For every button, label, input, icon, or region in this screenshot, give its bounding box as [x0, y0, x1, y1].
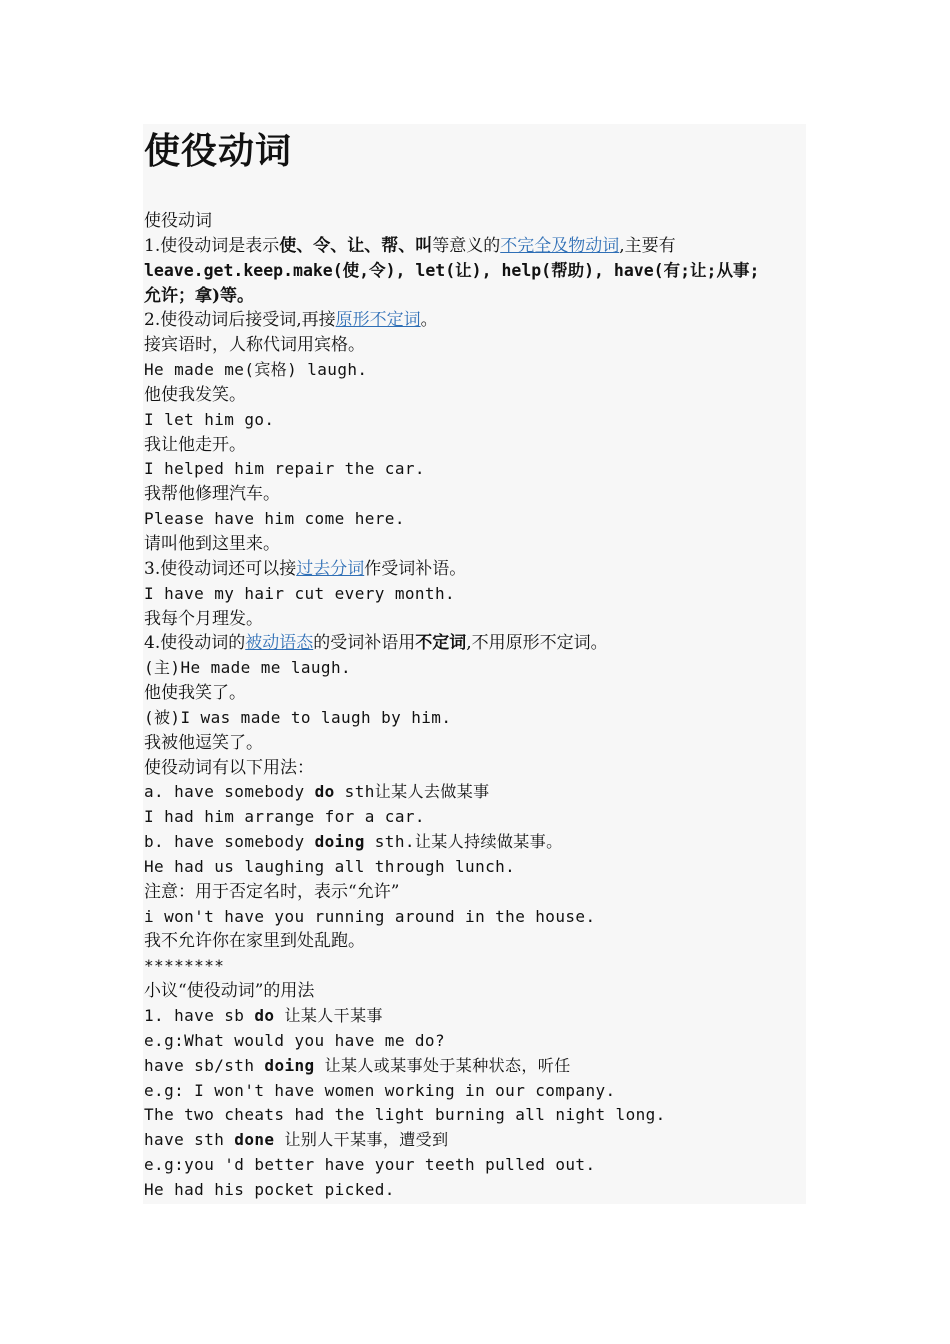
- bold-text: doing: [314, 832, 365, 852]
- usage-2: [144, 1054, 806, 1079]
- object-note: 接宾语时，人称代词用宾格。: [144, 335, 365, 356]
- page-title: 使役动词: [144, 131, 293, 172]
- point-1-verbs: leave.get.keep.make(使,令), let(让), help(帮助), have(有;让;从事;: [144, 260, 760, 280]
- section-heading: 小议“使役动词”的用法: [144, 981, 315, 1002]
- link-incomplete-transitive-verb[interactable]: 不完全及物动词: [500, 235, 620, 256]
- example-translation: 我被他逗笑了。: [144, 732, 263, 753]
- example-translation: 他使我笑了。: [144, 683, 246, 704]
- text: 让某人或某事处于某种状态，听任: [314, 1055, 571, 1075]
- example-translation: 我让他走开。: [144, 434, 246, 455]
- text: 等意义的: [432, 235, 501, 256]
- text: 作受词补语。: [364, 558, 467, 579]
- bold-text: 不定词: [415, 633, 467, 654]
- text: have sth: [144, 1130, 235, 1150]
- text: 1. have sb: [144, 1006, 255, 1025]
- example-translation: 请叫他到这里来。: [144, 533, 280, 554]
- example-sentence: Please have him come here.: [144, 509, 405, 529]
- link-bare-infinitive[interactable]: 原形不定词: [335, 310, 421, 331]
- example-sentence: The two cheats had the light burning all night long.: [144, 1105, 666, 1125]
- example-sentence: e.g:you 'd better have your teeth pulled out.: [144, 1155, 596, 1175]
- intro-line: 使役动词: [144, 211, 212, 231]
- example-translation: 我每个月理发。: [144, 608, 263, 629]
- example-sentence: (主)He made me laugh.: [144, 658, 352, 678]
- separator-stars: ********: [144, 956, 225, 976]
- example-sentence: I helped him repair the car.: [144, 459, 425, 479]
- example-sentence: He made me(宾格) laugh.: [144, 360, 368, 380]
- usage-1: [144, 1004, 806, 1029]
- usage-3: [144, 1128, 806, 1153]
- text: 让别人干某事，遭受到: [274, 1130, 449, 1150]
- bold-text: do: [254, 1006, 275, 1025]
- example-translation: 我不允许你在家里到处乱跑。: [144, 931, 365, 952]
- example-sentence: He had his pocket picked.: [144, 1179, 395, 1199]
- example-translation: 我帮他修理汽车。: [144, 484, 280, 505]
- example-sentence: I have my hair cut every month.: [144, 583, 456, 603]
- example-translation: 他使我发笑。: [144, 384, 246, 405]
- example-sentence: i won't have you running around in the house.: [144, 906, 596, 926]
- example-sentence: I let him go.: [144, 409, 275, 429]
- point-1-verbs-cont: 允许；拿)等。: [144, 285, 255, 306]
- text: sth.让某人持续做某事。: [364, 832, 563, 852]
- link-passive-voice[interactable]: 被动语态: [245, 633, 314, 654]
- text: 的受词补语用: [313, 633, 416, 654]
- text: b. have somebody: [144, 832, 315, 852]
- point-2: [144, 308, 806, 333]
- text: ,不用原形不定词。: [466, 633, 608, 654]
- point-1: [144, 234, 806, 259]
- bold-text: 使、令、让、帮、叫: [279, 235, 433, 256]
- example-sentence: He had us laughing all through lunch.: [144, 856, 516, 876]
- document-body: [144, 209, 806, 1203]
- point-3: [144, 557, 806, 582]
- bold-text: done: [234, 1130, 275, 1150]
- text: 2.使役动词后接受词,再接: [144, 310, 336, 331]
- text: 。: [420, 310, 438, 331]
- text: 让某人干某事: [274, 1006, 383, 1025]
- note-line: 注意：用于否定名时，表示“允许”: [144, 881, 400, 902]
- example-sentence: (被)I was made to laugh by him.: [144, 707, 452, 727]
- text: ,主要有: [619, 235, 676, 256]
- example-sentence: e.g:What would you have me do?: [144, 1030, 445, 1050]
- example-sentence: I had him arrange for a car.: [144, 807, 425, 827]
- text: have sb/sth: [144, 1055, 265, 1075]
- text: sth让某人去做某事: [334, 782, 490, 802]
- example-sentence: e.g: I won't have women working in our company.: [144, 1080, 616, 1100]
- bold-text: doing: [264, 1055, 315, 1075]
- text: 4.使役动词的: [144, 633, 246, 654]
- link-past-participle[interactable]: 过去分词: [296, 558, 365, 579]
- text: 3.使役动词还可以接: [144, 558, 297, 579]
- usage-a: [144, 780, 806, 805]
- document-page: [143, 124, 806, 1204]
- point-4: [144, 631, 806, 656]
- usage-heading: 使役动词有以下用法：: [144, 757, 314, 778]
- usage-b: [144, 830, 806, 855]
- text: 1.使役动词是表示: [144, 235, 280, 256]
- bold-text: do: [314, 782, 335, 802]
- text: a. have somebody: [144, 782, 315, 802]
